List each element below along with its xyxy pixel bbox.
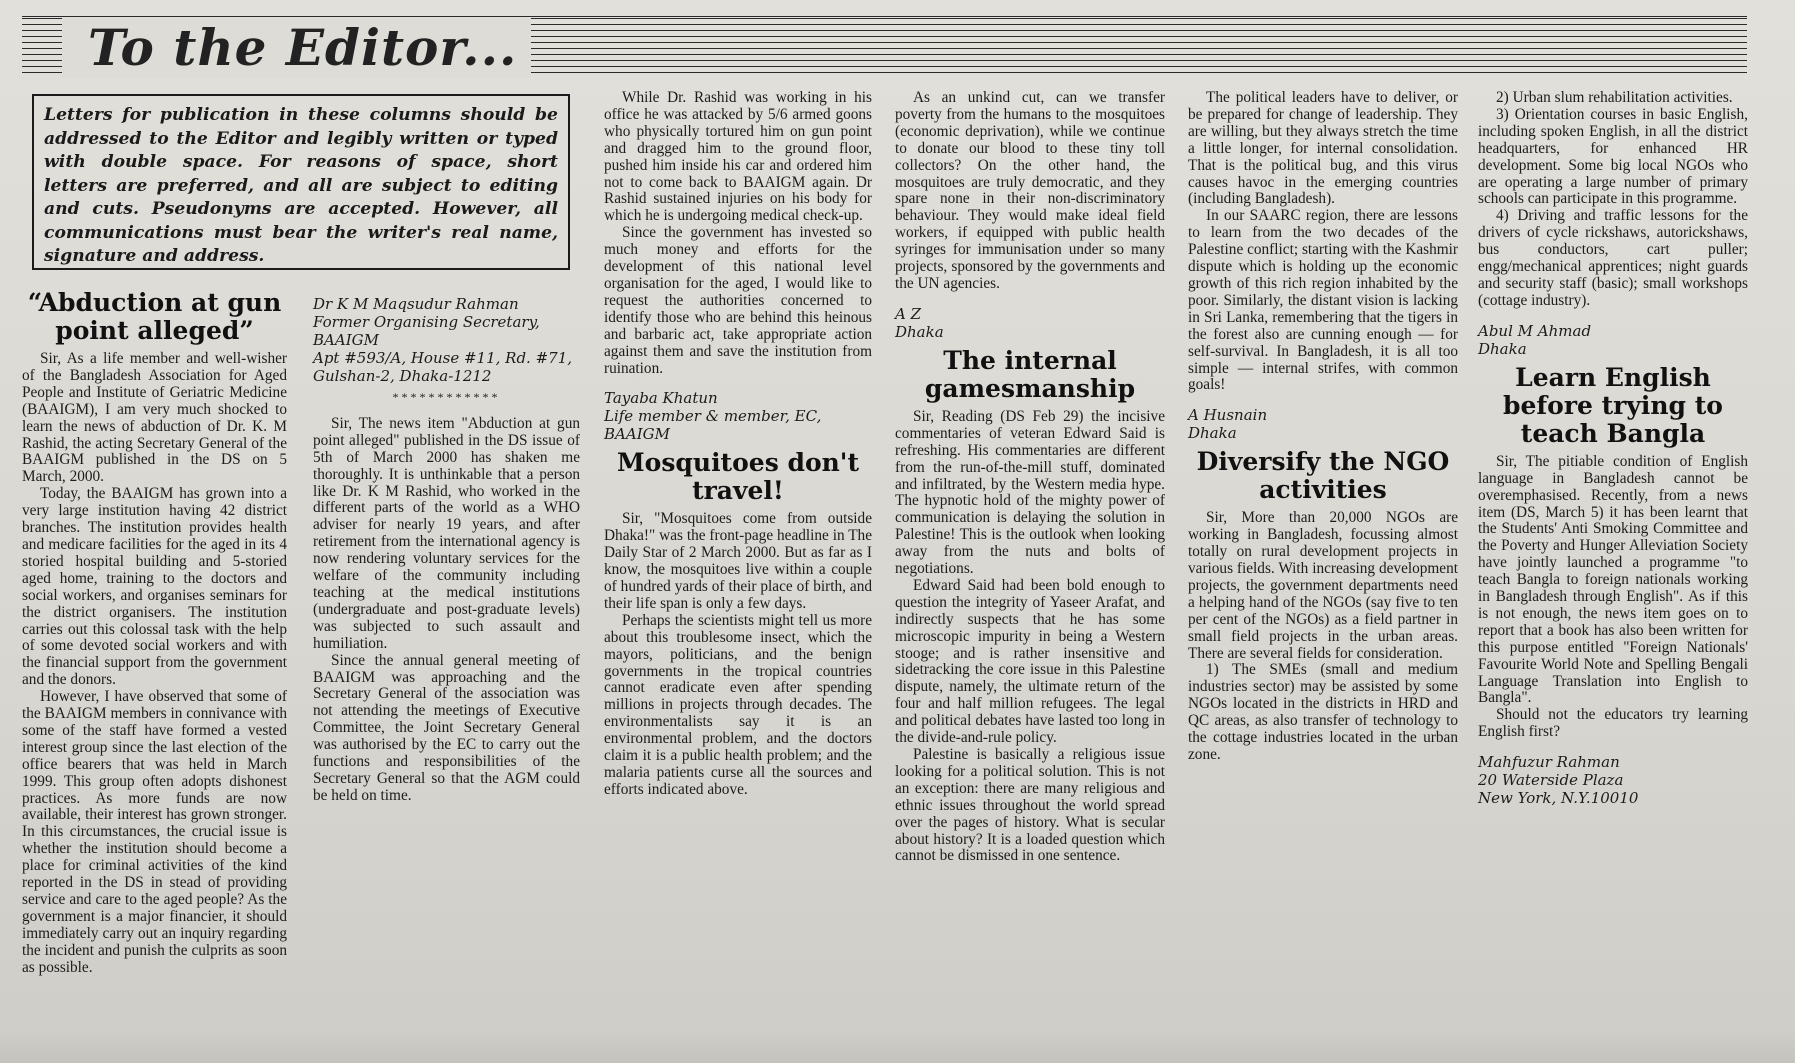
column-1 (22, 283, 287, 977)
letter-paragraph: Since the government has invested so much money and efforts for the development of this national level organisation for the aged, I would like to request the authorities concerned to identify those who are behind this heinous and barbaric act, take appropriate action against them and save the institution from ruination. (604, 224, 872, 377)
signature-name: Abul M Ahmad (1478, 321, 1592, 340)
headline-english: Learn English before trying to teach Bangla (1503, 362, 1723, 448)
letter-paragraph: Sir, Reading (DS Feb 29) the incisive commentaries of veteran Edward Said is refreshing. His commentaries are different from the run-of-the-mill stuff, dominated and infiltrated, by the Western media hype. The hypnotic hold of the mighty power of communication is delaying the solution in Palestine! This is the outlook when looking away from the nuts and bolts of negotiations. (895, 407, 1165, 578)
column-4 (895, 90, 1165, 865)
signature-title: Life member & member, EC, BAAIGM (604, 407, 822, 444)
signature-name: Tayaba Khatun (604, 389, 718, 408)
letter-paragraph: 4) Driving and traffic lessons for the drivers of cycle rickshaws, autorickshaws, bus conductors, cart puller; engg/mechanical apprentices; night guards and security staff (basic); small workshops (cottage industry). (1478, 207, 1748, 309)
column-6 (1478, 90, 1748, 811)
letter-paragraph: Sir, As a life member and well-wisher of the Bangladesh Association for Aged People and Institute of Geriatric Medicine (BAAIGM), I am very much shocked to learn the news of abduction of Dr. K. M Rashid, the acting Secretary General of the BAAIGM published in the DS on 5 March, 2000. (22, 350, 287, 486)
column-2 (313, 283, 580, 805)
letter-paragraph: As an unkind cut, can we transfer poverty from the humans to the mosquitoes (economic deprivation), while we continue to donate our blood to these tiny toll collectors? On the other hand, the mosquitoes are truly democratic, and they spare none in their non-discriminatory behaviour. They would make ideal field workers, if equipped with public health syringes for immunisation under so many projects, sponsored by the governments and the UN agencies. (895, 89, 1165, 292)
headline-ngo: Diversify the NGO activities (1196, 447, 1450, 505)
letter-paragraph: 2) Urban slum rehabilitation activities. (1496, 89, 1733, 106)
signature-block (1478, 753, 1748, 807)
signature-name: Dr K M Maqsudur Rahman (313, 295, 519, 313)
column-5 (1188, 90, 1458, 764)
signature-city: Dhaka (1478, 339, 1527, 358)
letter-paragraph: Should not the educators try learning English first? (1478, 706, 1748, 741)
signature-address: Apt #593/A, House #11, Rd. #71, Gulshan-2, Dhaka-1212 (313, 349, 573, 385)
signature-city: New York, N.Y.10010 (1478, 789, 1639, 808)
signature-block (1188, 406, 1458, 442)
letter-paragraph: Sir, More than 20,000 NGOs are working in Bangladesh, focussing almost totally on rural development projects in various fields. With increasing development projects, the government departments need a helping hand of the NGOs (say five to ten per cent of the NGOs) as a field partner in small field projects in the urban areas. There are several fields for consideration. (1188, 509, 1458, 662)
letter-paragraph: 1) The SMEs (small and medium industries sector) may be assisted by some NGOs located in the districts in HRD and QC areas, as also transfer of technology to the cottage industries located in the urban zone. (1188, 661, 1458, 763)
letter-paragraph: Edward Said had been bold enough to question the integrity of Yaseer Arafat, and indirectly suspects that he has some microscopic impurity in being a Western stooge; and is rather insensitive and sidetracking the core issue in this Palestine dispute, namely, the ultimate return of the four and half million refugees. The legal and political debates have lasted too long in the divide-and-rule policy. (895, 576, 1165, 747)
letter-paragraph: Palestine is basically a religious issue looking for a political solution. This is not an exception: there are many religious and ethnic issues throughout the world spread over the pages of history. What is secular about history? It is a loaded question which cannot be dismissed in one sentence. (895, 746, 1165, 865)
signature-city: Dhaka (1188, 424, 1237, 443)
signature-title: Former Organising Secretary, BAAIGM (313, 313, 540, 349)
letter-paragraph: Sir, "Mosquitoes come from outside Dhaka!" was the front-page headline in The Daily Star of 2 March 2000. But as far as I know, the mosquitoes live within a couple of hundred yards of their place of birth, and their life span is only a few days. (604, 510, 872, 612)
headline-mosquitoes: Mosquitoes don't travel! (616, 448, 860, 506)
section-masthead (22, 14, 1747, 76)
signature-block (604, 389, 872, 443)
signature-name: A Z (895, 304, 922, 323)
signature-address: 20 Waterside Plaza (1478, 771, 1624, 790)
letter-paragraph: Sir, The news item "Abduction at gun point alleged" published in the DS issue of 5th of March 2000 has shaken me thoroughly. It is unthinkable that a person like Dr. K M Rashid, who worked in the different parts of the world as a WHO adviser for nearly 19 years, and after retirement from the international agency is now rendering voluntary services for the welfare of the community including teaching at the medical institutions (undergraduate and post-graduate levels) was subjected to such assault and humiliation. (313, 414, 580, 652)
letter-paragraph: Sir, The pitiable condition of English language in Bangladesh cannot be overemphasised. Recently, from a news item (DS, March 5) it has been learnt that the Students' Anti Smoking Committee and the Poverty and Hunger Alleviation Society have jointly launched a programme "to teach Bangla to foreign nationals working in Bangladesh through English". As if this is not enough, the news item goes on to report that a book has also been written for this purpose entitled "Foreign Nationals' Favourite World Note and Spelling Bengali Language Translation into English to Bangla". (1478, 452, 1748, 707)
signature-city: Dhaka (895, 322, 944, 341)
page-fold-shadow (0, 1030, 1795, 1063)
letter-paragraph: However, I have observed that some of the BAAIGM members in connivance with some of the staff have formed a vested interest group since the last election of the office bearers that was held in March 1999. This group often adopts dishonest practices. As more funds are now available, their interest has grown stronger. In this circumstances, the crucial issue is whether the institution should become a place for criminal activities of the kind reported in the DS in stead of providing service and care to the aged people? As the government is a major financier, it should immediately carry out an inquiry regarding the incident and punish the culprits as soon as possible. (22, 688, 287, 976)
column-3 (604, 90, 872, 799)
signature-block (1478, 322, 1748, 358)
letter-paragraph: 3) Orientation courses in basic English, including spoken English, in all the district headquarters, for enhanced HR development. Some big local NGOs who are operating a large number of primary schools can participate in this programme. (1478, 105, 1748, 208)
submission-notice-box: Letters for publication in these columns should be addressed to the Editor and legibly written or typed with double space. For reasons of space, short letters are preferred, and all are subject to editing and cuts. Pseudonyms are accepted. However, all communications must bear the writer's real name, signature and address. (32, 94, 570, 270)
letter-paragraph: Today, the BAAIGM has grown into a very large institution having 42 district branches. The institution provides health and medicare facilities for the aged in its 4 storied hospital building and 5-storied aged home, training to the doctors and social workers, and organises seminars for the district organisers. The institution carries out this colossal task with the help of some devoted social workers and with the financial support from the government and the donors. (22, 485, 287, 689)
separator-stars: ************ (392, 390, 501, 404)
letter-paragraph: Since the annual general meeting of BAAIGM was approaching and the Secretary General of the association was not attending the meetings of Executive Committee, the Joint Secretary General was authorised by the EC to carry out the functions and responsibilities of the Secretary General so that the AGM could be held on time. (313, 651, 580, 804)
headline-gamesmanship: The internal gamesmanship (924, 345, 1136, 403)
signature-block (313, 295, 580, 385)
signature-block (895, 305, 1165, 341)
section-title: To the Editor... (62, 18, 531, 78)
signature-name: A Husnain (1188, 406, 1268, 425)
letter-paragraph: In our SAARC region, there are lessons to learn from the two decades of the Palestine conflict; starting with the Kashmir dispute which is holding up the economic growth of this rich region inhabited by the poor. Similarly, the distant vision is lacking in Sri Lanka, remembering that the tigers in the forest also are cunning enough — for self-survival. In Bangladesh, it is all too simple — internal strifes, with common goals! (1188, 207, 1458, 394)
headline-abduction: “Abduction at gun point alleged” (27, 288, 282, 345)
letter-paragraph: Perhaps the scientists might tell us more about this troublesome insect, which the mayors, politicians, and the benign governments in the tropical countries cannot eradicate even after spending millions in projects through decades. The environmentalists say it is an environmental problem, and the doctors claim it is a public health problem; and the malaria patients curse all the sources and efforts indicated above. (604, 611, 872, 798)
letter-paragraph: While Dr. Rashid was working in his office he was attacked by 5/6 armed goons who physically tortured him on gun point and dragged him to the ground floor, pushed him inside his car and ordered him not to come back to BAAIGM again. Dr Rashid sustained injuries on his body for which he is undergoing medical check-up. (604, 89, 872, 225)
letter-paragraph: The political leaders have to deliver, or be prepared for change of leadership. They are willing, but they always stretch the time a little longer, for internal consolidation. That is the political bug, and this virus causes havoc in the emerging countries (including Bangladesh). (1188, 89, 1458, 208)
signature-name: Mahfuzur Rahman (1478, 753, 1620, 772)
